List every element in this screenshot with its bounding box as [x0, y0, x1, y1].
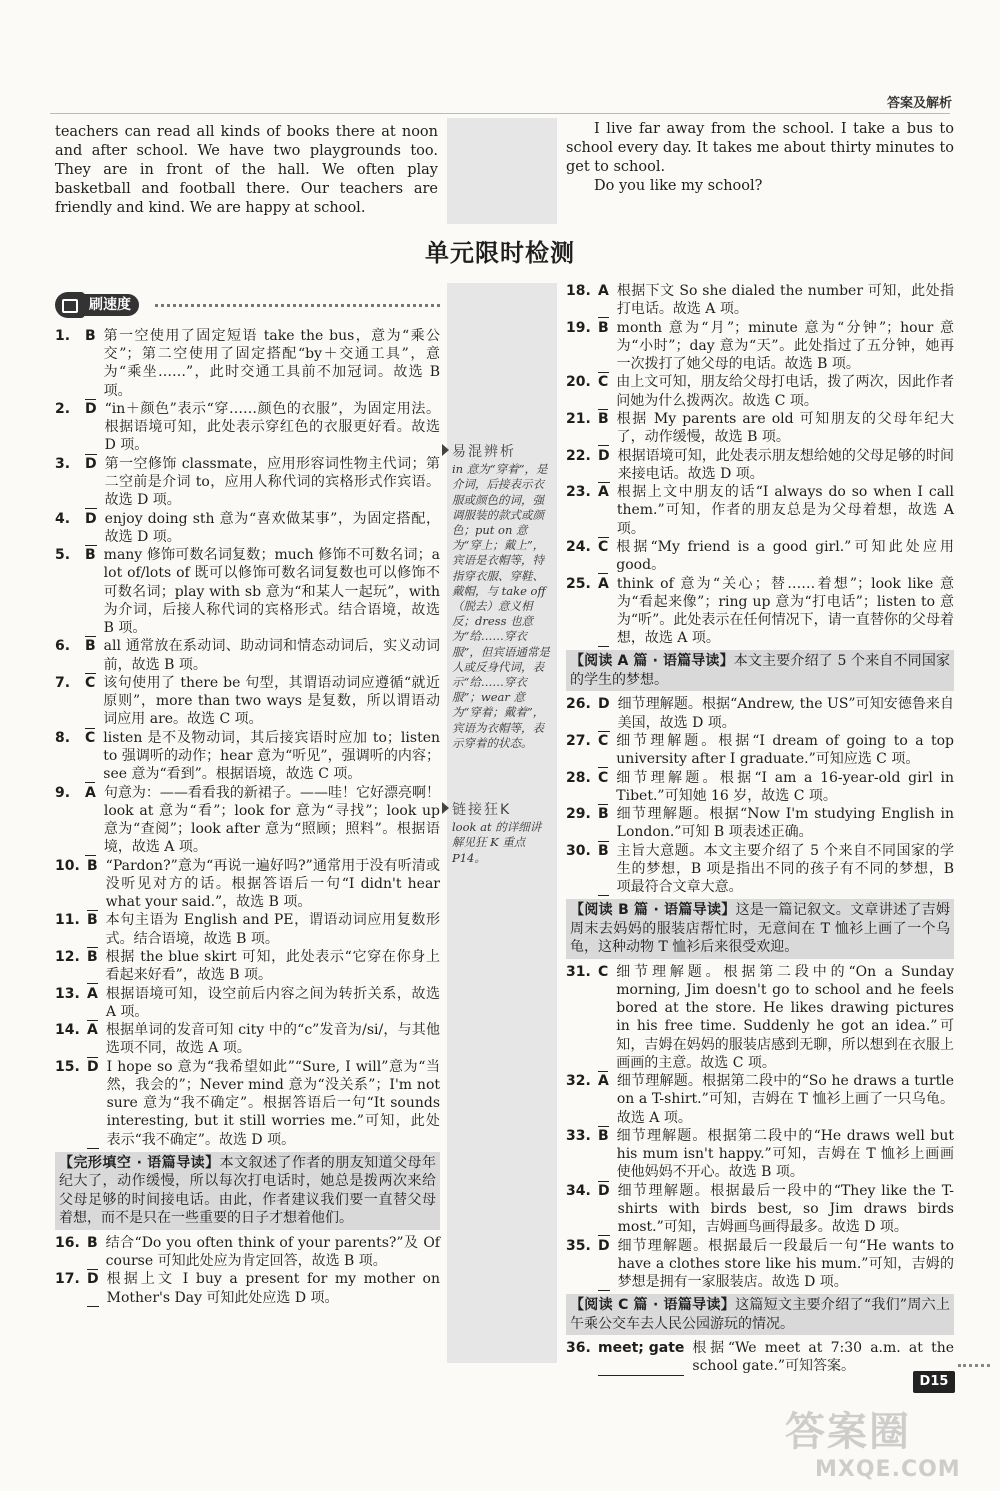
side-note-link	[452, 802, 552, 866]
answer-letter: B	[87, 1234, 98, 1270]
answer-key	[566, 282, 617, 318]
question-number: 25.	[566, 575, 591, 592]
answer-item	[566, 575, 954, 648]
paragraph-text: teachers can read all kinds of books there at noon and after school. We have two playgrounds too. They are in front of the hall. We often play basketball and football there. Our teachers are friendly and kind. We are happy at school.	[55, 124, 438, 216]
answer-key	[566, 1237, 618, 1292]
answer-letter: B	[87, 911, 98, 947]
answer-item	[566, 410, 954, 446]
answer-item	[55, 911, 440, 947]
answer-item	[566, 963, 954, 1072]
question-number: 2.	[55, 401, 71, 417]
answer-letter: B	[87, 948, 98, 984]
question-number: 10.	[55, 857, 80, 874]
answer-letter: meet; gate	[598, 1339, 684, 1375]
answer-key	[566, 447, 618, 483]
answer-letter: D	[598, 1182, 610, 1237]
answer-letter: C	[85, 674, 95, 729]
answer-key	[55, 985, 106, 1021]
answer-key	[566, 319, 617, 374]
section-title: 单元限时检测	[425, 239, 575, 267]
explanation-text: 细节理解题。根据“Now I'm studying English in London.”可知 B 项表述正确。	[616, 806, 954, 841]
answer-key	[566, 695, 618, 731]
question-number: 11.	[55, 912, 80, 929]
answer-key	[55, 1021, 106, 1057]
answer-letter: A	[598, 1072, 609, 1127]
question-number: 20.	[566, 374, 591, 391]
answer-key	[55, 546, 104, 637]
answer-letter: A	[598, 483, 609, 538]
answer-key	[566, 373, 616, 409]
top-right-paragraphs	[566, 120, 954, 196]
answer-key	[566, 410, 617, 446]
answer-key	[55, 400, 105, 455]
question-number: 19.	[566, 319, 591, 336]
explanation-text: I hope so 意为“我希望如此”“Sure, I will”意为“当然，我会的”；Never mind 意为“没关系”；I'm not sure 意为“我不确定”。根据答语后一句“It sounds interesting, but it still worries me.”可知，此处表示“我不确定”。故选 D 项。	[106, 1058, 440, 1148]
watermark-text: 答案圈	[785, 1409, 911, 1455]
answer-item	[566, 769, 954, 805]
answer-letter: A	[87, 1021, 98, 1057]
answer-letter: C	[598, 732, 608, 768]
answer-item	[566, 732, 954, 768]
answer-letter: D	[87, 1058, 99, 1149]
paragraph-text: Do you like my school?	[594, 178, 763, 194]
explanation-text: 根据 My parents are old 可知朋友的父母年纪大了，动作缓慢，故选 B 项。	[616, 410, 954, 446]
answer-letter: D	[85, 510, 97, 546]
explanation-text: 由上文可知，朋友给父母打电话，拨了两次，因此作者问她为什么拨两次。故选 C 项。	[616, 374, 954, 409]
answer-item	[566, 1339, 954, 1375]
answer-key	[55, 1270, 107, 1306]
question-number: 24.	[566, 538, 591, 555]
answer-list-reading-b	[566, 963, 954, 1291]
answer-key	[566, 842, 617, 897]
question-number: 32.	[566, 1073, 591, 1090]
header-rule	[50, 113, 950, 114]
explanation-text: 根据上文 I buy a present for my mother on Mother's Day 可知此处应选 D 项。	[106, 1271, 440, 1306]
answer-key	[566, 1182, 618, 1237]
answer-letter: B	[85, 327, 96, 400]
question-number: 8.	[55, 729, 71, 746]
answer-key	[55, 455, 105, 510]
answer-item	[566, 1182, 954, 1237]
answer-item	[566, 373, 954, 409]
answer-key	[566, 483, 617, 538]
side-note-title: 链接狂K	[442, 802, 552, 818]
question-number: 7.	[55, 674, 71, 691]
answer-item	[55, 674, 440, 729]
cloze-guide	[55, 1152, 440, 1230]
answer-item	[55, 455, 440, 510]
page-dots	[958, 1364, 990, 1367]
answer-item	[55, 637, 440, 673]
explanation-text: 句意为：——看看我的新裙子。——哇！它好漂亮啊！look at 意为“看”；look for 意为“寻找”；look up 意为“查阅”；look after 意为“照顾；照料”。根据语境，故选 A 项。	[103, 784, 440, 856]
answer-letter: D	[85, 455, 97, 510]
question-number: 12.	[55, 948, 80, 965]
question-number: 30.	[566, 842, 591, 859]
answer-item	[566, 282, 954, 318]
watermark-url: MXQE.COM	[815, 1457, 961, 1482]
question-number: 13.	[55, 985, 80, 1002]
answer-letter: C	[598, 963, 608, 1072]
answer-list-right	[566, 282, 954, 647]
explanation-text: “in＋颜色”表示“穿……颜色的衣服”，为固定用法。根据语境可知，此处表示穿红色的衣服更好看。故选 D 项。	[104, 401, 440, 454]
right-column	[566, 282, 954, 1376]
answer-letter: C	[598, 373, 608, 409]
margin-column-top	[447, 118, 557, 224]
question-number: 27.	[566, 732, 591, 749]
explanation-text: 根据“We meet at 7:30 a.m. at the school gate.”可知答案。	[692, 1340, 954, 1375]
answer-item	[566, 319, 954, 374]
answer-letter: B	[598, 1127, 609, 1182]
page-number: D15	[913, 1371, 955, 1393]
question-number: 15.	[55, 1058, 80, 1075]
explanation-text: “Pardon?”意为“再说一遍好吗?”通常用于没有听清或没听见对方的话。根据答语后一句“I didn't hear what your said.”，故选 B 项。	[105, 857, 440, 910]
answer-key	[566, 732, 616, 768]
guide-text: 这是一篇记叙文。文章讲述了吉姆周末去妈妈的服装店帮忙时，无意间在 T 恤衫上画了一个乌龟，这种动物 T 恤衫后来很受欢迎。	[570, 902, 950, 956]
side-note-text: in 意为“穿着”，是介词，后接表示衣服或颜色的词，强调服装的款式或颜色；put on 意为“穿上；戴上”，宾语是衣帽等，特指穿衣服、穿鞋、戴帽，与 take off（脱去）意义相反；dress 也意为“给……穿衣服”，但宾语通常是人或反身代词，表示“给……穿衣服”；wear 意为“穿着；戴着”，宾语为衣帽等，表示穿着的状态。	[452, 462, 550, 750]
header-title: 答案及解析	[886, 96, 952, 111]
question-number: 21.	[566, 410, 591, 427]
answer-item	[566, 483, 954, 538]
explanation-text: month 意为“月”；minute 意为“分钟”；hour 意为“小时”；day 意为“天”。此处指过了五分钟，她再一次拨打了她父母的电话。故选 B 项。	[616, 319, 954, 372]
answer-item	[566, 1127, 954, 1182]
answer-item	[55, 1058, 440, 1149]
explanation-text: 第一空修饰 classmate，应用形容词性物主代词；第二空前是介词 to，应用人称代词的宾格形式作宾语。故选 D 项。	[104, 455, 440, 509]
question-number: 29.	[566, 806, 591, 823]
explanation-text: 细节理解题。根据第二段中的“On a Sunday morning, Jim doesn't go to school and he feels bored at the store. He likes drawing pictures in his free time. Suddenly he got an idea.”可知，吉姆在妈妈的服装店感到无聊，所以想到在衣服上画画的主意。故选 C 项。	[616, 963, 954, 1071]
answer-item	[55, 546, 440, 637]
answer-letter: B	[85, 546, 96, 637]
explanation-text: 第一空使用了固定短语 take the bus，意为“乘公交”；第二空使用了固定搭配“by＋交通工具”，意为“乘坐……”，此时交通工具前不加冠词。故选 B 项。	[103, 328, 440, 399]
answer-item	[55, 1234, 440, 1270]
answer-key	[55, 510, 105, 546]
reading-c-guide	[566, 1294, 954, 1335]
question-number: 26.	[566, 696, 591, 713]
answer-key	[55, 1234, 106, 1270]
dotted-divider	[155, 304, 440, 307]
explanation-text: 主旨大意题。本文主要介绍了 5 个来自不同国家的学生的梦想，B 项是指出不同的孩子有不同的梦想，B 项最符合文章大意。	[616, 842, 954, 896]
question-number: 1.	[55, 328, 71, 344]
answer-key	[55, 784, 104, 857]
question-number: 6.	[55, 638, 71, 655]
question-number: 4.	[55, 510, 71, 527]
answer-key	[55, 729, 103, 784]
speed-label: 刷速度	[81, 294, 139, 316]
guide-title: 【阅读 B 篇 · 语篇导读】	[570, 902, 736, 919]
explanation-text: 根据语境可知，此处表示朋友想给她的父母足够的时间来接电话。故选 D 项。	[617, 447, 954, 482]
answer-item	[55, 400, 440, 455]
answer-letter: D	[598, 1237, 610, 1292]
answer-item	[55, 327, 440, 400]
explanation-text: many 修饰可数名词复数；much 修饰不可数名词；a lot of/lots of 既可以修饰可数名词复数也可以修饰不可数名词；play with sb 意为“和某人一起玩”，with 为介词，后接人称代词的宾格形式。结合语境，故选 B 项。	[103, 547, 440, 636]
explanation-text: listen 是不及物动词，其后接宾语时应加 to；listen to 强调听的动作；hear 意为“听见”，强调听的内容；see 意为“看到”。根据语境，故选 C 项。	[103, 729, 440, 783]
answer-item	[55, 510, 440, 546]
answer-item	[566, 842, 954, 897]
explanation-text: 细节理解题。根据最后一段中的“They like the T-shirts with birds best, so Jim draws birds most.”可知，吉姆画鸟画得最多。故选 D 项。	[617, 1182, 954, 1236]
explanation-text: think of 意为“关心；替……着想”；look like 意为“看起来像”；ring up 意为“打电话”；listen to 意为“听”。此处表示在任何情况下，请一直替你的父母着想，故选 A 项。	[616, 575, 954, 647]
watermark-logo	[785, 1400, 965, 1482]
side-note-title: 易混辨析	[442, 444, 552, 460]
answer-letter: B	[598, 805, 609, 841]
answer-letter: B	[598, 319, 609, 374]
answer-item	[566, 805, 954, 841]
question-number: 33.	[566, 1128, 591, 1145]
answer-letter: A	[598, 575, 609, 648]
guide-text: 本文叙述了作者的朋友知道父母年纪大了，动作缓慢，所以每次打电话时，她总是拨两次来给父母足够的时间接电话。由此，作者建议我们要一直替父母着想，而不是只在一些重要的日子才想着他们。	[59, 1154, 436, 1227]
answer-key	[55, 327, 104, 400]
explanation-text: 根据“My friend is a good girl.”可知此处应用 good。	[616, 538, 954, 574]
guide-text: 这篇短文主要介绍了“我们”周六上午乘公交车去人民公园游玩的情况。	[570, 1297, 950, 1332]
explanation-text: 根据单词的发音可知 city 中的“c”发音为/si/，与其他选项不同，故选 A 项。	[105, 1022, 440, 1057]
explanation-text: 细节理解题。根据第二段中的“He draws well but his mum isn't happy.”可知，吉姆在 T 恤衫上画画使他妈妈不开心。故选 B 项。	[616, 1128, 954, 1181]
top-left-paragraph	[55, 123, 438, 218]
answer-key	[55, 948, 106, 984]
guide-title: 【阅读 A 篇 · 语篇导读】	[570, 653, 734, 670]
answer-item	[55, 784, 440, 857]
answer-letter: D	[85, 400, 97, 455]
answer-list-reading-c	[566, 1339, 954, 1375]
question-number: 17.	[55, 1271, 80, 1288]
explanation-text: 该句使用了 there be 句型，其谓语动词应遵循“就近原则”，more than two ways 是复数，所以谓语动词应用 are。故选 C 项。	[103, 674, 440, 728]
question-number: 36.	[566, 1340, 591, 1357]
answer-item	[55, 1270, 440, 1306]
answer-item	[55, 857, 440, 912]
answer-letter: C	[598, 538, 608, 574]
answer-item	[566, 447, 954, 483]
question-number: 5.	[55, 547, 71, 564]
answer-letter: B	[598, 410, 609, 446]
answer-list-left-b	[55, 1234, 440, 1307]
answer-letter: C	[85, 729, 95, 784]
answer-item	[55, 985, 440, 1021]
answer-item	[566, 538, 954, 574]
answer-list-reading-a	[566, 695, 954, 896]
explanation-text: 细节理解题。根据“I am a 16-year-old girl in Tibet.”可知她 16 岁，故选 C 项。	[616, 769, 954, 804]
answer-key	[566, 575, 617, 648]
guide-text: 本文主要介绍了 5 个来自不同国家的学生的梦想。	[570, 653, 950, 688]
explanation-text: 细节理解题。根据最后一段最后一句“He wants to have a clothes store like his mum.”可知，吉姆的梦想是拥有一家服装店。故选 D 项。	[617, 1237, 954, 1291]
answer-item	[566, 1237, 954, 1292]
answer-key	[566, 1072, 617, 1127]
answer-letter: A	[85, 784, 96, 857]
answer-letter: B	[87, 857, 98, 912]
answer-item	[55, 948, 440, 984]
guide-title: 【完形填空 · 语篇导读】	[59, 1154, 220, 1171]
explanation-text: 本句主语为 English and PE，谓语动词应用复数形式。结合语境，故选 B 项。	[105, 912, 440, 947]
answer-item	[55, 729, 440, 784]
answer-key	[566, 963, 616, 1072]
answer-letter: A	[87, 985, 98, 1021]
explanation-text: 根据下文 So she dialed the number 可知，此处指打电话。故选 A 项。	[616, 283, 954, 318]
explanation-text: all 通常放在系动词、助动词和情态动词后，实义动词前，故选 B 项。	[103, 638, 440, 673]
answer-item	[566, 695, 954, 731]
explanation-text: 根据 the blue skirt 可知，此处表示“它穿在你身上看起来好看”，故选 B 项。	[105, 948, 440, 984]
explanation-text: 细节理解题。根据“I dream of going to a top university after I graduate.”可知应选 C 项。	[616, 732, 954, 768]
question-number: 35.	[566, 1237, 591, 1254]
explanation-text: 根据上文中朋友的话“I always do so when I call them.”可知，作者的朋友总是为父母着想，故选 A 项。	[616, 484, 954, 537]
question-number: 28.	[566, 769, 591, 786]
answer-letter: D	[87, 1270, 99, 1306]
answer-key	[55, 857, 106, 912]
answer-letter: D	[598, 695, 610, 731]
answer-letter: B	[85, 637, 96, 673]
question-number: 23.	[566, 484, 591, 501]
answer-key	[55, 637, 104, 673]
speed-header	[55, 292, 440, 318]
answer-key	[55, 674, 103, 729]
question-number: 34.	[566, 1182, 591, 1199]
paragraph-text: I live far away from the school. I take a bus to school every day. It takes me about thirty minutes to get to school.	[566, 121, 954, 175]
answer-list-left	[55, 327, 440, 1149]
explanation-text: 结合“Do you often think of your parents?”及 Of course 可知此处应为肯定回答，故选 B 项。	[105, 1234, 440, 1269]
question-number: 3.	[55, 455, 71, 472]
answer-letter: B	[598, 842, 609, 897]
question-number: 18.	[566, 283, 591, 299]
side-note-confusion	[452, 444, 552, 751]
answer-key	[55, 911, 106, 947]
guide-title: 【阅读 C 篇 · 语篇导读】	[570, 1297, 736, 1314]
answer-item	[55, 1021, 440, 1057]
answer-letter: D	[598, 447, 610, 483]
explanation-text: 细节理解题。根据“Andrew, the US”可知安德鲁来自美国，故选 D 项。	[617, 696, 954, 731]
answer-key	[55, 1058, 107, 1149]
side-note-text: look at 的详细讲解见狂 K 重点 P14。	[452, 820, 542, 865]
explanation-text: enjoy doing sth 意为“喜欢做某事”，为固定搭配，故选 D 项。	[104, 510, 440, 545]
explanation-text: 细节理解题。根据第二段中的“So he draws a turtle on a T-shirt.”可知，吉姆在 T 恤衫上画了一只乌龟。故选 A 项。	[616, 1073, 954, 1126]
answer-key	[566, 538, 616, 574]
answer-letter: C	[598, 769, 608, 805]
answer-item	[566, 1072, 954, 1127]
question-number: 22.	[566, 447, 591, 464]
question-number: 14.	[55, 1022, 80, 1039]
answer-letter: A	[598, 282, 609, 318]
question-number: 16.	[55, 1234, 80, 1251]
explanation-text: 根据语境可知，设空前后内容之间为转折关系，故选 A 项。	[105, 985, 440, 1020]
left-column	[55, 327, 440, 1307]
question-number: 31.	[566, 963, 591, 980]
answer-key	[566, 1127, 617, 1182]
answer-key	[566, 769, 616, 805]
answer-key	[566, 805, 617, 841]
answer-key	[566, 1339, 692, 1375]
question-number: 9.	[55, 784, 71, 801]
reading-b-guide	[566, 899, 954, 959]
reading-a-guide	[566, 650, 954, 691]
